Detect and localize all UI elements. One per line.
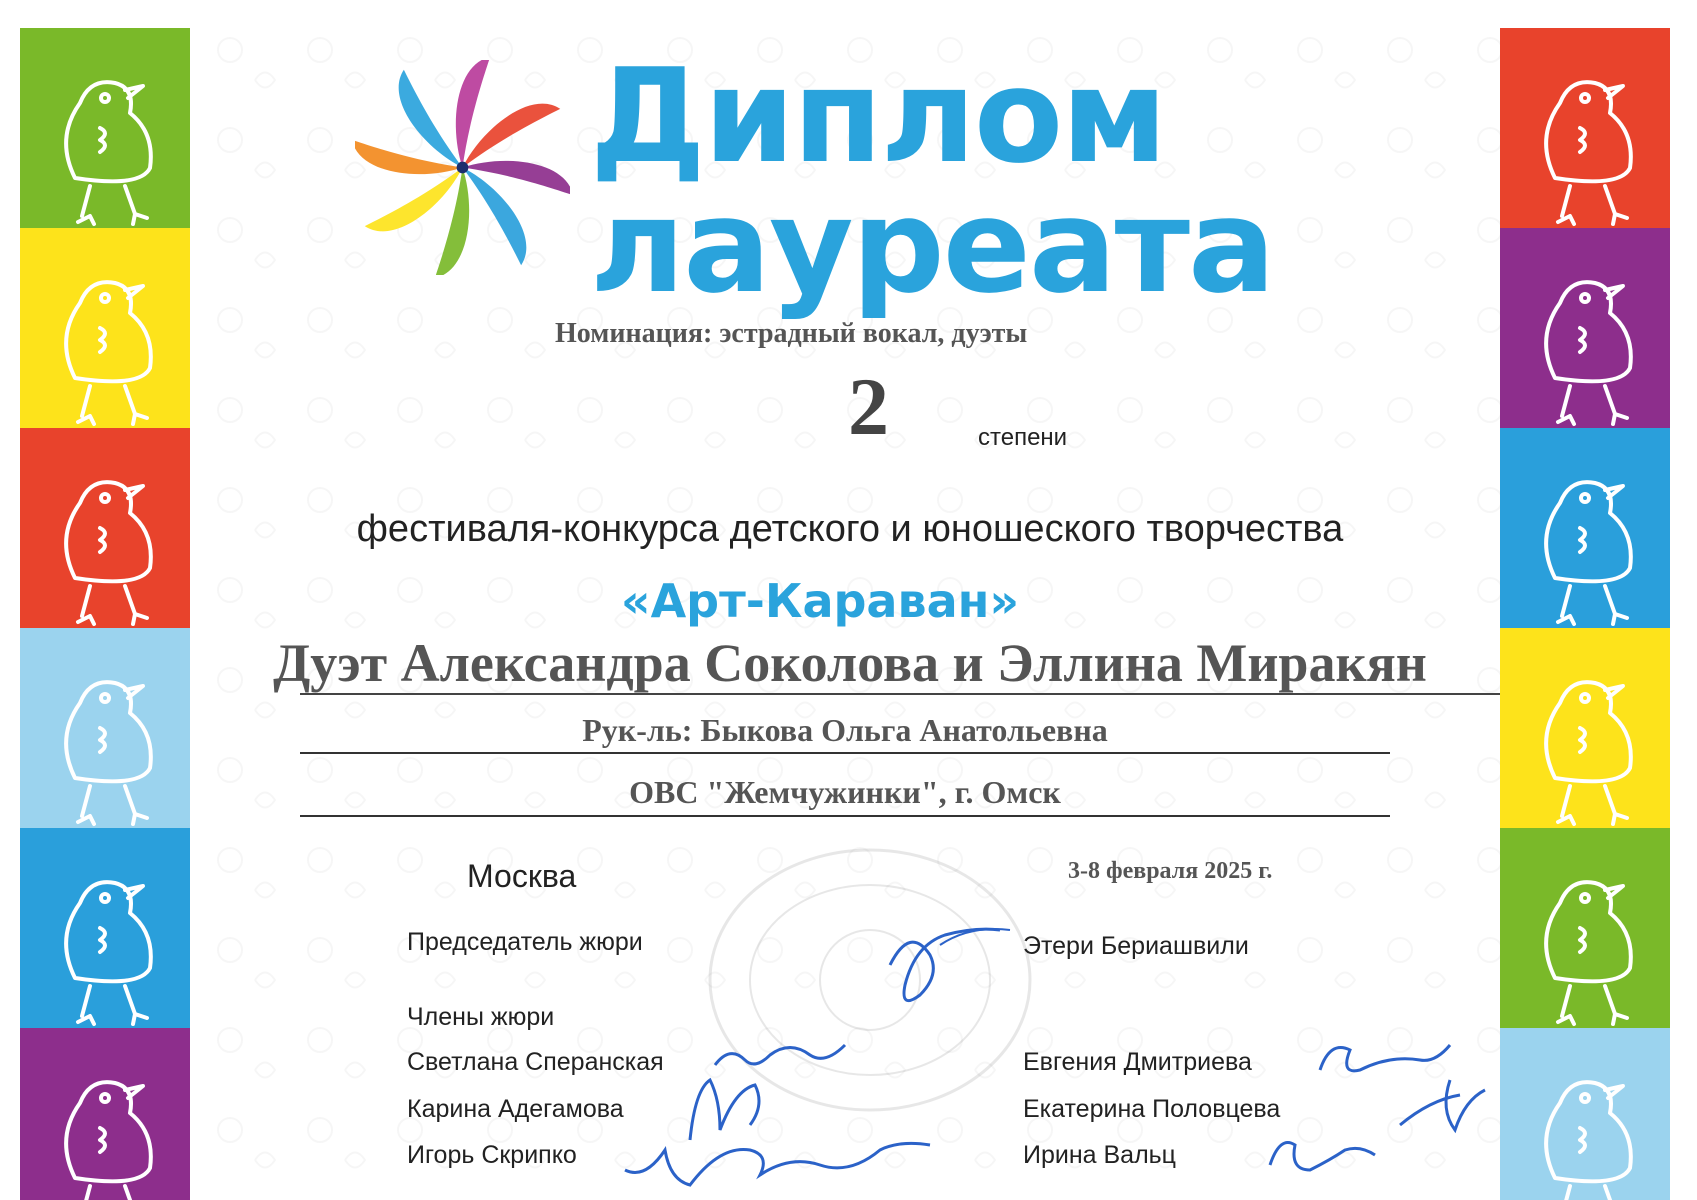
- dates-text: 3-8 февраля 2025 г.: [1068, 858, 1273, 884]
- pinwheel-logo-icon: [355, 60, 570, 275]
- jury-member-left-2: Карина Адегамова: [407, 1095, 624, 1123]
- pinwheel-petal: [365, 168, 463, 232]
- signature-valts-icon: [1260, 1125, 1380, 1185]
- title-line-1: Диплом: [590, 40, 1166, 192]
- jury-chair-name: Этери Бериашвили: [1023, 932, 1249, 960]
- winner-name: Дуэт Александра Соколова и Эллина Миракян: [273, 633, 1427, 693]
- strip-tile-green: [20, 28, 190, 228]
- pinwheel-petal: [399, 70, 463, 168]
- jury-member-right-1: Евгения Дмитриева: [1023, 1048, 1252, 1076]
- leader-text: Рук-ль: Быкова Ольга Анатольевна: [582, 712, 1108, 748]
- degree-number: 2: [848, 361, 889, 452]
- jury-member-right-2: Екатерина Половцева: [1023, 1095, 1281, 1123]
- degree-word: степени: [978, 424, 1068, 451]
- organization-underline: [300, 815, 1390, 817]
- jury-member-left-3: Игорь Скрипко: [407, 1141, 577, 1169]
- strip-tile-light_blue: [1500, 1028, 1670, 1200]
- winner-underline: [300, 693, 1500, 695]
- festival-description: фестиваля-конкурса детского и юношеского творчества: [356, 508, 1344, 550]
- strip-tile-green: [1500, 828, 1670, 1028]
- right-color-strip: [1500, 28, 1670, 1200]
- festival-name: «Арт-Караван»: [620, 574, 1020, 628]
- signature-polovtseva-icon: [1390, 1070, 1500, 1140]
- strip-tile-red: [1500, 28, 1670, 228]
- strip-tile-purple: [1500, 228, 1670, 428]
- pinwheel-petal: [463, 168, 527, 266]
- leader-underline: [300, 752, 1390, 754]
- title-line-2: лауреата: [590, 170, 1274, 322]
- left-color-strip: [20, 28, 190, 1200]
- strip-tile-yellow: [1500, 628, 1670, 828]
- jury-member-right-3: Ирина Вальц: [1023, 1141, 1177, 1169]
- strip-tile-blue: [1500, 428, 1670, 628]
- nomination-text: Номинация: эстрадный вокал, дуэты: [555, 318, 1028, 349]
- strip-tile-red: [20, 428, 190, 628]
- signature-skripko-icon: [615, 1120, 935, 1190]
- strip-tile-blue: [20, 828, 190, 1028]
- chair-signature-icon: [880, 905, 1020, 1015]
- pinwheel-petal: [463, 104, 561, 168]
- jury-chair-label: Председатель жюри: [407, 928, 643, 956]
- strip-tile-light_blue: [20, 628, 190, 828]
- jury-member-left-1: Светлана Сперанская: [407, 1048, 664, 1076]
- strip-tile-yellow: [20, 228, 190, 428]
- jury-members-label: Члены жюри: [407, 1003, 555, 1031]
- organization-text: ОВС "Жемчужинки", г. Омск: [629, 774, 1061, 810]
- strip-tile-purple: [20, 1028, 190, 1200]
- city-text: Москва: [467, 858, 577, 894]
